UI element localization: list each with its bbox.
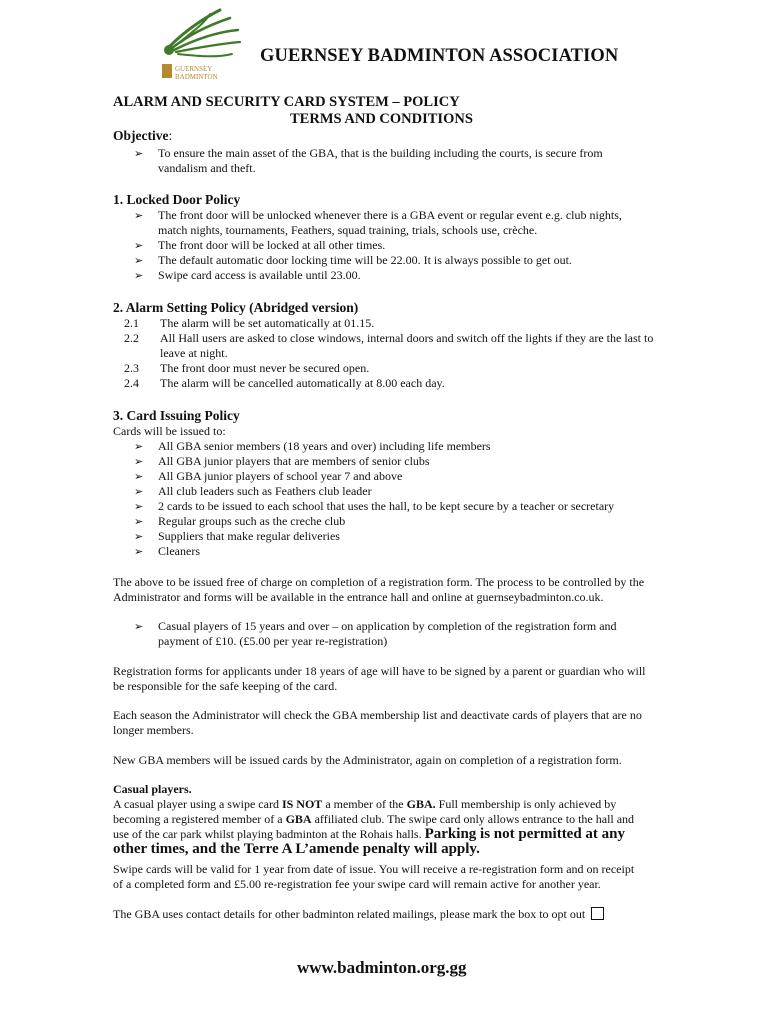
shuttlecock-icon	[160, 8, 242, 84]
list-item: ➢ The front door will be unlocked whenever there is a GBA event or regular event e.g. club nights, match nights, tournaments, Feathers, squad training, trials, schools use, crèche.	[134, 208, 622, 237]
new-members-paragraph: New GBA members will be issued cards by the Administrator, again on completion of a registration form.	[113, 753, 622, 767]
list-item: ➢ All GBA senior members (18 years and over) including life members	[134, 439, 491, 453]
issue-free-paragraph: The above to be issued free of charge on completion of a registration form. The process to be controlled by the Administrator and forms will be available in the entrance hall and online at guernseybadminton.co.uk.	[113, 575, 645, 604]
arrow-bullet-icon: ➢	[134, 515, 144, 528]
arrow-bullet-icon: ➢	[134, 455, 144, 468]
svg-text:BADMINTON: BADMINTON	[175, 73, 218, 81]
arrow-bullet-icon: ➢	[134, 545, 144, 558]
section-1-title: 1. Locked Door Policy	[113, 192, 241, 207]
card-issuing-list	[134, 439, 654, 559]
parking-warning: Parking is not permitted at any other times, and the Terre A L’amende penalty will apply.	[113, 826, 626, 857]
list-item: ➢ Cleaners	[134, 544, 200, 558]
arrow-bullet-icon: ➢	[134, 470, 144, 483]
policy-heading: ALARM AND SECURITY CARD SYSTEM – POLICY	[113, 94, 460, 110]
list-item: ➢ 2 cards to be issued to each school that uses the hall, to be kept secure by a teacher or secretary	[134, 499, 615, 513]
section-2-title: 2. Alarm Setting Policy (Abridged version)	[113, 300, 359, 315]
arrow-bullet-icon: ➢	[134, 147, 144, 160]
list-item: 2.1 The alarm will be set automatically at 01.15.	[124, 316, 375, 330]
gba-logo	[160, 8, 242, 84]
arrow-bullet-icon: ➢	[134, 269, 144, 282]
list-item: ➢ All club leaders such as Feathers club leader	[134, 484, 372, 498]
list-item: ➢ Suppliers that make regular deliveries	[134, 529, 340, 543]
arrow-bullet-icon: ➢	[134, 440, 144, 453]
list-item: ➢ Swipe card access is available until 23.00.	[134, 268, 361, 282]
under-18-paragraph: Registration forms for applicants under 18 years of age will have to be signed by a parent or guardian who will be responsible for the safe keeping of the card.	[113, 664, 646, 693]
arrow-bullet-icon: ➢	[134, 500, 144, 513]
terms-heading: TERMS AND CONDITIONS	[290, 111, 473, 127]
list-item: ➢ The front door will be locked at all other times.	[134, 238, 386, 252]
organization-title: GUERNSEY BADMINTON ASSOCIATION	[260, 46, 619, 66]
list-item: ➢ The default automatic door locking time will be 22.00. It is always possible to get out.	[134, 253, 572, 267]
list-item: ➢ Regular groups such as the creche club	[134, 514, 346, 528]
list-item: 2.3 The front door must never be secured open.	[124, 361, 370, 375]
section-3-title: 3. Card Issuing Policy	[113, 408, 240, 423]
opt-out-line: The GBA uses contact details for other badminton related mailings, please mark the box to opt out	[113, 907, 673, 922]
list-item: ➢ All GBA junior players that are members of senior clubs	[134, 454, 430, 468]
casual-players-title: Casual players.	[113, 782, 192, 796]
list-item: ➢ Casual players of 15 years and over – on application by completion of the registration form and payment of £10. (£5.00 per year re-registration)	[134, 619, 617, 648]
arrow-bullet-icon: ➢	[134, 530, 144, 543]
objective-list	[134, 146, 654, 176]
casual-list	[134, 619, 654, 649]
objective-label: Objective:	[113, 128, 173, 143]
list-item: 2.4 The alarm will be cancelled automatically at 8.00 each day.	[124, 376, 445, 390]
cards-intro: Cards will be issued to:	[113, 424, 226, 438]
locked-door-list	[134, 208, 654, 283]
footer-website[interactable]: www.badminton.org.gg	[297, 958, 467, 977]
arrow-bullet-icon: ➢	[134, 254, 144, 267]
arrow-bullet-icon: ➢	[134, 209, 144, 222]
list-item: 2.2 All Hall users are asked to close windows, internal doors and switch off the lights if they are the last to leave at night.	[124, 331, 654, 360]
arrow-bullet-icon: ➢	[134, 239, 144, 252]
validity-paragraph: Swipe cards will be valid for 1 year from date of issue. You will receive a re-registration form and on receipt of a completed form and £5.00 re-registration fee your swipe card will remain active for another year.	[113, 862, 635, 891]
opt-out-checkbox[interactable]	[591, 907, 604, 920]
list-item: ➢ To ensure the main asset of the GBA, that is the building including the courts, is secure from vandalism and theft.	[134, 146, 603, 175]
season-check-paragraph: Each season the Administrator will check the GBA membership list and deactivate cards of players that are no longer members.	[113, 708, 642, 737]
casual-players-paragraph: A casual player using a swipe card IS NOT a member of the GBA. Full membership is only achieved by becoming a registered member of a GBA affiliated club. The swipe card only allows entrance to the hall and use of the car park whilst playing badminton at the Rohais halls. Parking is not permitted at any other times, and the Terre A L’amende penalty will apply.	[113, 797, 635, 857]
alarm-policy-list	[124, 316, 654, 391]
arrow-bullet-icon: ➢	[134, 620, 144, 633]
arrow-bullet-icon: ➢	[134, 485, 144, 498]
list-item: ➢ All GBA junior players of school year 7 and above	[134, 469, 403, 483]
logo-text: GUERNSEY	[175, 65, 213, 73]
